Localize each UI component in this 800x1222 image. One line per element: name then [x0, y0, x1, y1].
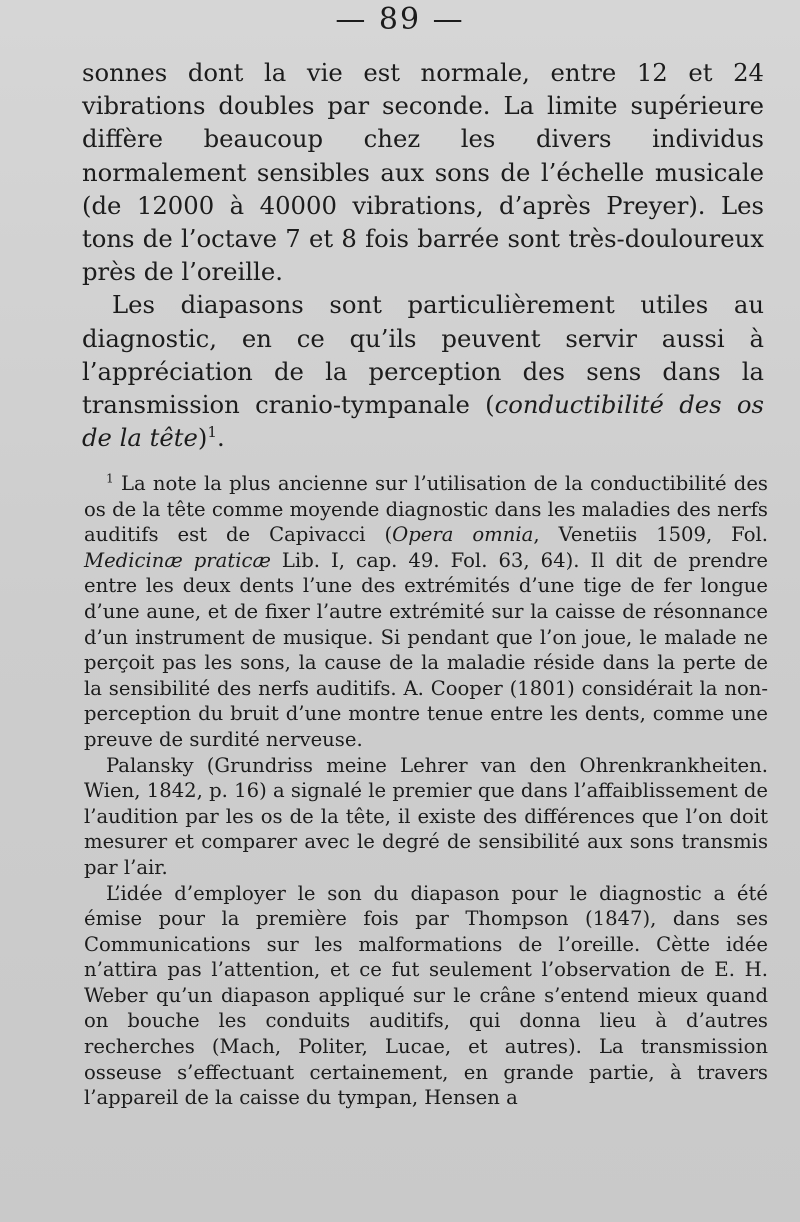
main-paragraph-2-close: )	[197, 423, 208, 453]
main-paragraph-2	[82, 288, 764, 454]
footnote-1-italic-book: Medicinæ praticæ	[84, 548, 271, 572]
footnote-reference-1: 1	[207, 423, 217, 442]
footnote-1-italic-title: Opera omnia	[392, 523, 534, 547]
main-paragraph-2-italic: conductibilité des os de la tête	[82, 390, 764, 453]
footnote-1-part1: La note la plus ancienne sur l’utilisation de la conductibilité des os de la tête comme moyende diagnostic dans les maladies des nerfs auditifs est de Capivacci (	[84, 472, 768, 547]
main-paragraph-2-end: .	[216, 423, 225, 453]
footnote-paragraph-2: Palansky (Grundriss meine Lehrer van den Ohrenkrankheiten. Wien, 1842, p. 16) a signalé le premier que dans l’affaiblissement de l’audition par les os de la tête, il existe des différences que l’on doit mesurer et comparer avec le degré de sensibilité aux sons transmis par l’air.	[84, 753, 768, 879]
footnote-1-part2: , Venetiis 1509, Fol.	[533, 523, 768, 547]
footnote-1-part3: Lib. I, cap. 49. Fol. 63, 64). Il dit de prendre entre les deux dents l’une des extrémités d’une tige de fer longue d’une aune, et de fixer l’autre extrémité sur la caisse de résonnance d’un instrument de musique. Si pendant que l’on joue, le malade ne perçoit pas les sons, la cause de la maladie réside dans la perte de la sensibilité des nerfs auditifs. A. Cooper (1801) considérait la non-perception du bruit d’une montre tenue entre les dents, comme une preuve de surdité nerveuse.	[84, 548, 768, 751]
footnote-1	[84, 471, 768, 753]
main-paragraph-1: sonnes dont la vie est normale, entre 12 et 24 vibrations doubles par seconde. La limite supérieure diffère beaucoup chez les divers individus normalement sensibles aux sons de l’échelle musicale (de 12000 à 40000 vibrations, d’après Preyer). Les tons de l’octave 7 et 8 fois barrée sont très-douloureux près de l’oreille.	[82, 58, 764, 287]
main-text	[82, 56, 764, 454]
page-number: — 89 —	[335, 2, 465, 37]
footnote-paragraph-3: L’idée d’employer le son du diapason pour le diagnostic a été émise pour la première fois par Thompson (1847), dans ses Communications sur les malformations de l’oreille. Cètte idée n’attira pas l’attention, et ce fut seulement l’observation de E. H. Weber qu’un diapason appliqué sur le crâne s’entend mieux quand on bouche les conduits auditifs, qui donna lieu à d’autres recherches (Mach, Politer, Lucae, et autres). La transmission osseuse s’effectuant certainement, en grande partie, à travers l’appareil de la caisse du tympan, Hensen a	[84, 881, 768, 1110]
main-paragraph-2-text: Les diapasons sont particulièrement utiles au diagnostic, en ce qu’ils peuvent servir aussi à l’appréciation de la perception des sens dans la transmission cranio-tympanale (	[82, 290, 764, 420]
footnotes	[84, 471, 768, 1111]
footnote-1-marker: 1	[106, 471, 114, 486]
